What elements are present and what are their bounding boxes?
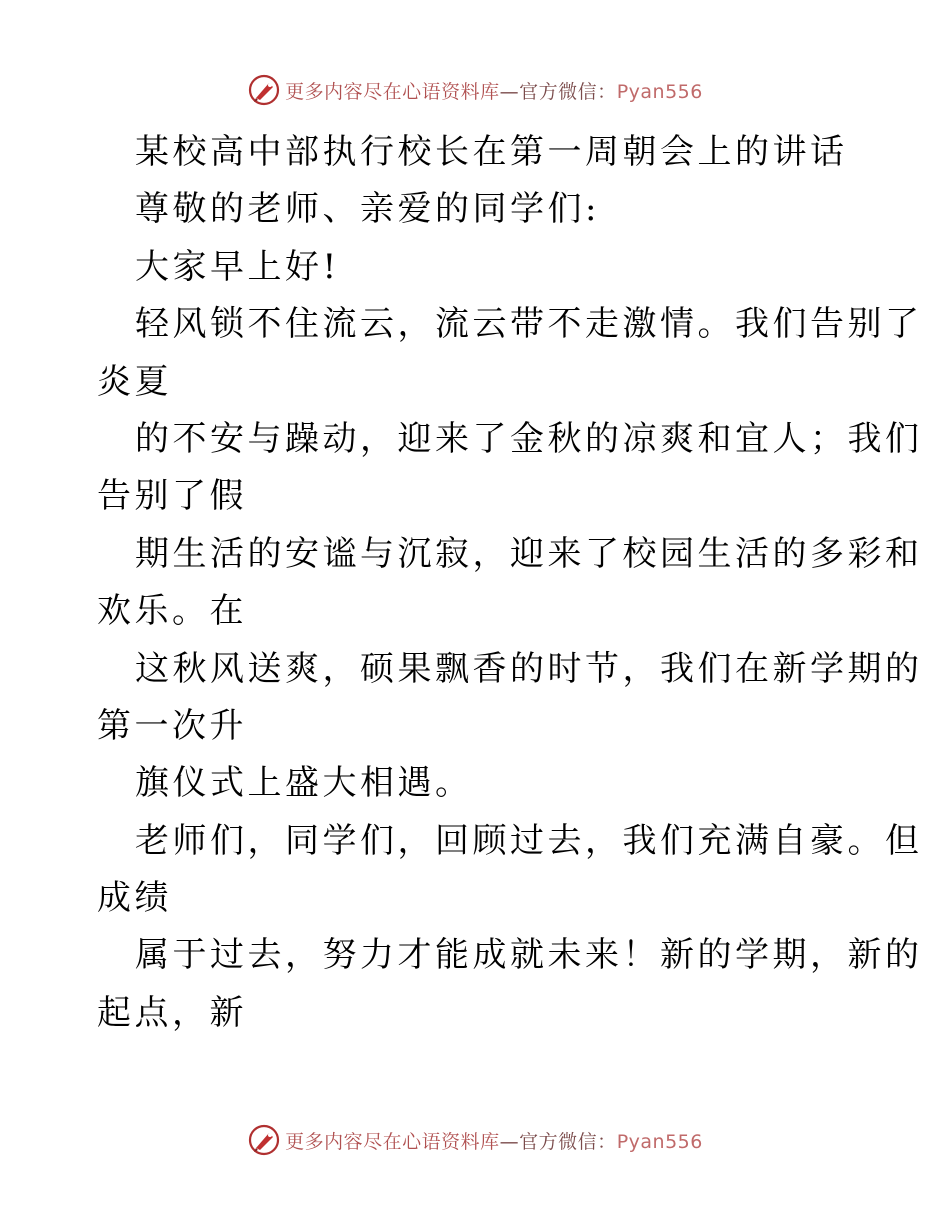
text-line: 的不安与躁动，迎来了金秋的凉爽和宜人；我们: [135, 418, 923, 459]
document-body: [97, 124, 923, 1042]
text-line: 告别了假: [97, 476, 247, 517]
header-banner: [0, 72, 950, 108]
text-line: 这秋风送爽，硕果飘香的时节，我们在新学期的: [135, 648, 923, 689]
text-line: 欢乐。在: [97, 591, 247, 632]
text-line: 旗仪式上盛大相遇。: [135, 763, 473, 804]
header-wechat-label: —官方微信：: [499, 80, 617, 103]
pen-logo-icon: [247, 73, 281, 107]
header-site-text: 更多内容尽在心语资料库: [285, 80, 500, 103]
text-line: 炎夏: [97, 361, 172, 402]
footer-banner: [0, 1122, 950, 1158]
text-line: 尊敬的老师、亲爱的同学们:: [135, 189, 600, 230]
text-line: 期生活的安谧与沉寂，迎来了校园生活的多彩和: [135, 533, 923, 574]
text-line: 成绩: [97, 878, 172, 919]
header-banner-text: [285, 77, 703, 104]
text-line: 轻风锁不住流云，流云带不走激情。我们告别了: [135, 304, 923, 345]
text-line: 老师们，同学们，回顾过去，我们充满自豪。但: [135, 820, 923, 861]
text-line: 大家早上好!: [135, 246, 340, 287]
text-line: 某校高中部执行校长在第一周朝会上的讲话: [135, 132, 848, 172]
footer-site-text: 更多内容尽在心语资料库: [285, 1130, 500, 1153]
text-line: 属于过去，努力才能成就未来！新的学期，新的: [135, 935, 923, 976]
text-line: 第一次升: [97, 705, 247, 746]
footer-banner-text: [285, 1127, 703, 1154]
pen-logo-icon: [247, 1123, 281, 1157]
footer-wechat-id: Pyan556: [616, 1130, 703, 1153]
header-wechat-id: Pyan556: [616, 80, 703, 103]
footer-wechat-label: —官方微信：: [499, 1130, 617, 1153]
text-line: 起点，新: [97, 992, 247, 1033]
